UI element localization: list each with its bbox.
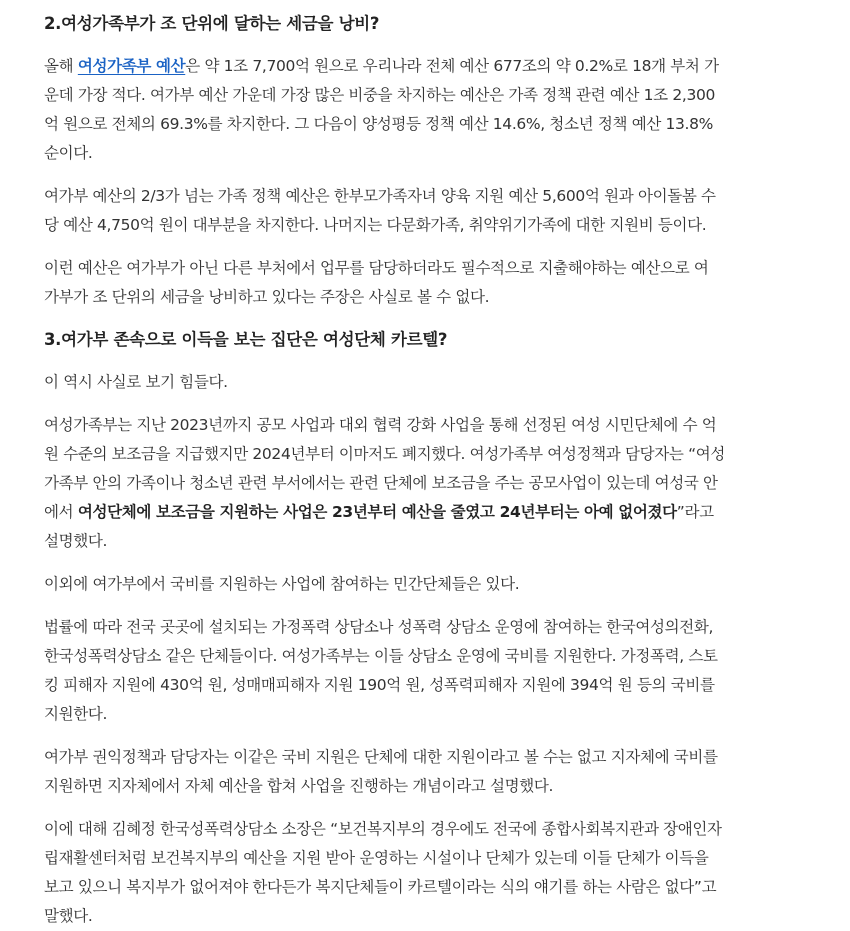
bold-quote: 여성단체에 보조금을 지원하는 사업은 23년부터 예산을 줄였고 24년부터는 아예 없어졌다 — [77, 503, 677, 521]
text-span: 에서 — [44, 503, 78, 521]
paragraph-rights-policy — [44, 743, 794, 801]
text-line: 보고 있으니 복지부가 없어져야 한다든가 복지단체들이 카르텔이라는 식의 얘기를 하는 사람은 없다”고 — [44, 878, 717, 896]
text-line: 가족부 안의 가족이나 청소년 관련 부서에서는 관련 단체에 보조금을 주는 공모사업이 있는데 여성국 안 — [44, 474, 718, 492]
paragraph-budget-conclusion — [44, 254, 794, 312]
text-line: 당 예산 4,750억 원이 대부분을 차지한다. 나머지는 다문화가족, 취약위기가족에 대한 지원비 등이다. — [44, 216, 707, 234]
paragraph-cartel-intro — [44, 368, 794, 397]
text-line: 킹 피해자 지원에 430억 원, 성매매피해자 지원 190억 원, 성폭력피해자 지원에 394억 원 등의 국비를 — [44, 676, 715, 694]
text-line: 운데 가장 적다. 여가부 예산 가운데 가장 많은 비중을 차지하는 예산은 가족 정책 관련 예산 1조 2,300 — [44, 86, 715, 104]
text-line: 여성가족부는 지난 2023년까지 공모 사업과 대외 협력 강화 사업을 통해 선정된 여성 시민단체에 수 억 — [44, 416, 717, 434]
section-heading-budget: 2.여성가족부가 조 단위에 달하는 세금을 낭비? — [44, 14, 380, 33]
text-line: 지원하면 지자체에서 자체 예산을 합쳐 사업을 진행하는 개념이라고 설명했다. — [44, 777, 554, 795]
paragraph-private-orgs — [44, 570, 794, 599]
section-heading-cartel: 3.여가부 존속으로 이득을 보는 집단은 여성단체 카르텔? — [44, 330, 448, 349]
text-line: 여가부 예산의 2/3가 넘는 가족 정책 예산은 한부모가족자녀 양육 지원 예산 5,600억 원과 아이돌봄 수 — [44, 187, 716, 205]
text-line: 가부가 조 단위의 세금을 낭비하고 있다는 주장은 사실로 볼 수 없다. — [44, 288, 490, 306]
text-line: 이에 대해 김혜정 한국성폭력상담소 소장은 “보건복지부의 경우에도 전국에 종합사회복지관과 장애인자 — [44, 820, 722, 838]
text-line — [44, 498, 794, 527]
text-line: 설명했다. — [44, 532, 108, 550]
text-line: 한국성폭력상담소 같은 단체들이다. 여성가족부는 이들 상담소 운영에 국비를 지원한다. 가정폭력, 스토 — [44, 647, 718, 665]
text-line: 립재활센터처럼 보건복지부의 예산을 지원 받아 운영하는 시설이나 단체가 있는데 이들 단체가 이득을 — [44, 849, 709, 867]
text-span: 은 약 1조 7,700억 원으로 우리나라 전체 예산 677조의 약 0.2%로 18개 부처 가 — [185, 57, 719, 75]
text-line: 법률에 따라 전국 곳곳에 설치되는 가정폭력 상담소나 성폭력 상담소 운영에 참여하는 한국여성의전화, — [44, 618, 714, 636]
paragraph-counseling-centers — [44, 613, 794, 729]
paragraph-director-quote — [44, 815, 794, 931]
text-line: 원 수준의 보조금을 지급했지만 2024년부터 이마저도 폐지했다. 여성가족부 여성정책과 담당자는 “여성 — [44, 445, 725, 463]
text-span: 올해 — [44, 57, 78, 75]
budget-link[interactable]: 여성가족부 예산 — [77, 57, 186, 75]
text-span: ”라고 — [676, 503, 714, 521]
text-line: 억 원으로 전체의 69.3%를 차지한다. 그 다음이 양성평등 정책 예산 14.6%, 청소년 정책 예산 13.8% — [44, 115, 714, 133]
text-line: 이 역시 사실로 보기 힘들다. — [44, 373, 228, 391]
paragraph-subsidy — [44, 411, 794, 556]
text-line: 지원한다. — [44, 705, 108, 723]
text-line: 말했다. — [44, 907, 93, 925]
text-line: 여가부 권익정책과 담당자는 이같은 국비 지원은 단체에 대한 지원이라고 볼 수는 없고 지자체에 국비를 — [44, 748, 718, 766]
text-line — [44, 52, 794, 81]
text-line: 이외에 여가부에서 국비를 지원하는 사업에 참여하는 민간단체들은 있다. — [44, 575, 520, 593]
paragraph-budget-overview — [44, 52, 794, 168]
text-line: 이런 예산은 여가부가 아닌 다른 부처에서 업무를 담당하더라도 필수적으로 지출해야하는 예산으로 여 — [44, 259, 709, 277]
paragraph-family-policy — [44, 182, 794, 240]
text-line: 순이다. — [44, 144, 93, 162]
